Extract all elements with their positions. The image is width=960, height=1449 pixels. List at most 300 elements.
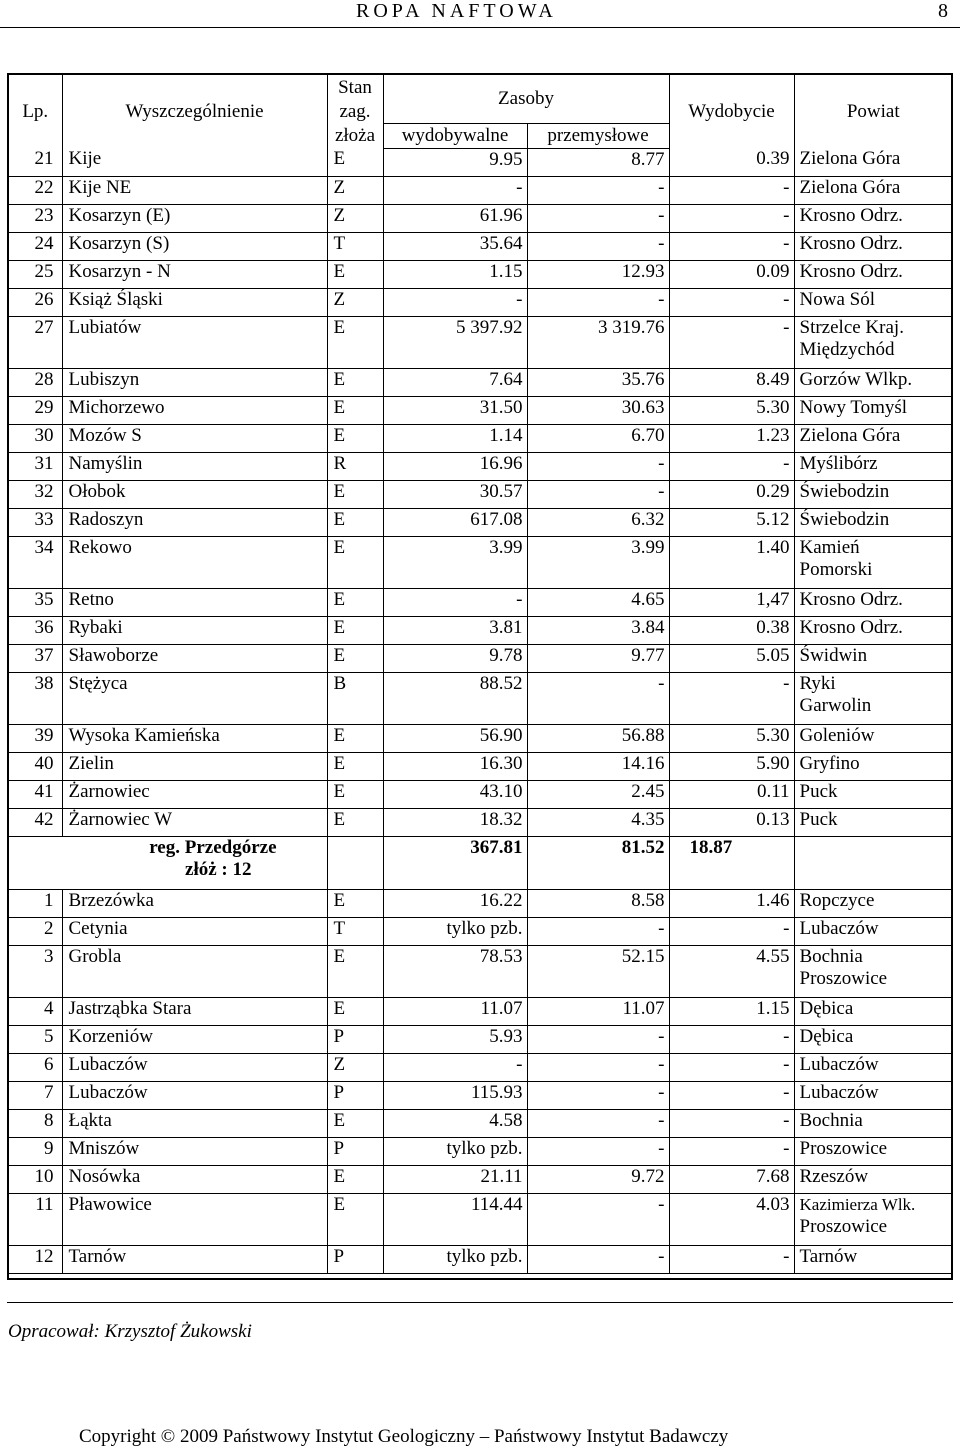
field-name: Kosarzyn (S) [62,232,327,260]
industrial-value: 6.32 [527,508,669,536]
field-name: Mniszów [62,1137,327,1165]
industrial-value: 30.63 [527,396,669,424]
column-header-county: Powiat [794,75,952,148]
county-name: Goleniów [799,724,875,746]
table-row [9,452,952,480]
county-cell [794,480,952,508]
recoverable-value: 88.52 [383,672,527,724]
column-header-reserves: Zasoby [383,75,669,123]
status-header-line: Stan [338,76,372,98]
county-name: Rzeszów [799,1165,869,1187]
field-name: Korzeniów [62,1025,327,1053]
county-cell [794,752,952,780]
field-name: Książ Śląski [62,288,327,316]
county-cell [794,536,952,588]
field-name: Zielin [62,752,327,780]
row-number: 36 [9,616,62,644]
production-value: - [669,1081,794,1109]
row-number: 37 [9,644,62,672]
table-body-region-b [9,889,952,1273]
table-body-region-a [9,148,952,836]
production-value: - [669,1245,794,1273]
table-row [9,752,952,780]
industrial-value: - [527,1053,669,1081]
field-name: Cetynia [62,917,327,945]
column-header-industrial: przemysłowe [527,123,669,148]
table-row [9,536,952,588]
production-value: - [669,316,794,368]
production-value: 1.46 [669,889,794,917]
industrial-value: 56.88 [527,724,669,752]
county-cell [794,204,952,232]
field-status: Z [327,204,383,232]
industrial-value: 11.07 [527,997,669,1025]
row-number: 33 [9,508,62,536]
row-number: 6 [9,1053,62,1081]
field-status: Z [327,1053,383,1081]
recoverable-value: tylko pzb. [383,917,527,945]
industrial-value: - [527,288,669,316]
county-name: Świdwin [799,644,868,666]
row-number: 21 [9,148,62,176]
field-status: E [327,396,383,424]
county-cell [794,232,952,260]
summary-recoverable: 367.81 [383,836,527,889]
field-name: Żarnowiec W [62,808,327,836]
bottom-divider [7,1302,953,1303]
production-value: - [669,232,794,260]
county-name: Puck [799,780,838,802]
county-cell [794,1109,952,1137]
copyright-footer: Copyright © 2009 Państwowy Instytut Geologiczny – Państwowy Instytut Badawczy [79,1426,729,1447]
county-name: Lubaczów [799,1053,879,1075]
industrial-value: - [527,232,669,260]
industrial-value: - [527,1245,669,1273]
county-cell [794,1025,952,1053]
field-status: E [327,1109,383,1137]
county-cell [794,316,952,368]
field-status: P [327,1081,383,1109]
county-cell [794,368,952,396]
industrial-value: 2.45 [527,780,669,808]
recoverable-value: 31.50 [383,396,527,424]
field-status: P [327,1137,383,1165]
row-number: 10 [9,1165,62,1193]
county-name: Myślibórz [799,452,878,474]
row-number: 22 [9,176,62,204]
field-status: E [327,424,383,452]
row-number: 39 [9,724,62,752]
production-value: 0.09 [669,260,794,288]
industrial-value: 4.35 [527,808,669,836]
production-value: - [669,1025,794,1053]
field-name: Kije NE [62,176,327,204]
county-name: Garwolin [799,694,872,716]
summary-label-line: reg. Przedgórze [149,836,277,858]
field-name: Rybaki [62,616,327,644]
table-row [9,1025,952,1053]
production-value: - [669,917,794,945]
production-value: 5.30 [669,724,794,752]
table-row [9,288,952,316]
field-status: E [327,808,383,836]
table-row [9,1109,952,1137]
county-name: Puck [799,808,838,830]
row-number: 42 [9,808,62,836]
industrial-value: - [527,1193,669,1245]
industrial-value: - [527,917,669,945]
table-row [9,588,952,616]
county-name: Proszowice [799,967,888,989]
county-name: Lubaczów [799,917,879,939]
production-value: 7.68 [669,1165,794,1193]
row-number: 12 [9,1245,62,1273]
summary-industrial: 81.52 [527,836,669,889]
field-name: Łąkta [62,1109,327,1137]
county-cell [794,1053,952,1081]
county-name: Gorzów Wlkp. [799,368,913,390]
summary-status [327,836,383,889]
county-name: Zielona Góra [799,176,901,198]
table-row [9,644,952,672]
industrial-value: 12.93 [527,260,669,288]
recoverable-value: - [383,588,527,616]
county-cell [794,644,952,672]
county-cell [794,1165,952,1193]
industrial-value: 4.65 [527,588,669,616]
summary-body [9,836,952,889]
county-cell [794,260,952,288]
row-number: 34 [9,536,62,588]
field-name: Brzezówka [62,889,327,917]
field-name: Mozów S [62,424,327,452]
recoverable-value: 61.96 [383,204,527,232]
county-name: Krosno Odrz. [799,616,903,638]
row-number: 11 [9,1193,62,1245]
recoverable-value: 30.57 [383,480,527,508]
row-number: 28 [9,368,62,396]
production-value: 0.39 [669,148,794,176]
row-number: 41 [9,780,62,808]
industrial-value: - [527,176,669,204]
production-value: 0.13 [669,808,794,836]
field-name: Żarnowiec [62,780,327,808]
table-row [9,424,952,452]
recoverable-value: 35.64 [383,232,527,260]
field-name: Jastrząbka Stara [62,997,327,1025]
industrial-value: - [527,204,669,232]
row-number: 32 [9,480,62,508]
field-status: E [327,260,383,288]
county-name: Pomorski [799,558,873,580]
field-status: P [327,1245,383,1273]
production-value: - [669,288,794,316]
row-number: 1 [9,889,62,917]
table-row [9,176,952,204]
county-cell [794,588,952,616]
table-row [9,232,952,260]
field-status: P [327,1025,383,1053]
county-name: Proszowice [799,1137,888,1159]
field-name: Kosarzyn (E) [62,204,327,232]
production-value: - [669,672,794,724]
industrial-value: - [527,1025,669,1053]
table-row [9,1137,952,1165]
county-name: Kamień [799,536,860,558]
recoverable-value: - [383,288,527,316]
production-value: - [669,452,794,480]
county-name: Kazimierza Wlk. [799,1194,916,1214]
table-row [9,616,952,644]
field-name: Rekowo [62,536,327,588]
production-value: 4.03 [669,1193,794,1245]
field-name: Kosarzyn - N [62,260,327,288]
county-cell [794,424,952,452]
county-cell [794,945,952,997]
summary-label-line: złóż : 12 [185,858,252,880]
row-number: 35 [9,588,62,616]
county-name: Krosno Odrz. [799,204,903,226]
county-name: Nowa Sól [799,288,875,310]
column-header-name: Wyszczególnienie [62,75,327,148]
production-value: - [669,176,794,204]
field-name: Lubiatów [62,316,327,368]
page-title: ROPA NAFTOWA [356,0,557,22]
county-cell [794,176,952,204]
county-name: Dębica [799,1025,854,1047]
county-cell [794,724,952,752]
row-number: 3 [9,945,62,997]
county-name: Tarnów [799,1245,858,1267]
recoverable-value: 617.08 [383,508,527,536]
page-header [0,0,960,30]
county-name: Krosno Odrz. [799,588,903,610]
recoverable-value: 114.44 [383,1193,527,1245]
production-value: 0.38 [669,616,794,644]
industrial-value: 3.84 [527,616,669,644]
row-number: 2 [9,917,62,945]
recoverable-value: 43.10 [383,780,527,808]
author-credit: Opracował: Krzysztof Żukowski [8,1321,252,1342]
production-value: - [669,1053,794,1081]
row-number: 30 [9,424,62,452]
industrial-value: 9.72 [527,1165,669,1193]
field-status: Z [327,176,383,204]
field-name: Radoszyn [62,508,327,536]
table-row [9,508,952,536]
production-value: 1.15 [669,997,794,1025]
county-cell [794,808,952,836]
table-row [9,1053,952,1081]
production-value: 1,47 [669,588,794,616]
row-number: 31 [9,452,62,480]
county-cell [794,1193,952,1245]
recoverable-value: 9.95 [383,148,527,176]
table-row [9,260,952,288]
row-number: 8 [9,1109,62,1137]
county-name: Międzychód [799,338,895,360]
recoverable-value: 5 397.92 [383,316,527,368]
summary-label [9,836,327,889]
field-name: Pławowice [62,1193,327,1245]
oil-fields-table [9,75,952,1274]
field-name: Lubaczów [62,1081,327,1109]
production-value: - [669,204,794,232]
table-row [9,1245,952,1273]
county-name: Świebodzin [799,480,890,502]
production-value: 5.12 [669,508,794,536]
production-value: 5.05 [669,644,794,672]
county-cell [794,396,952,424]
field-status: E [327,148,383,176]
row-number: 4 [9,997,62,1025]
county-cell [794,508,952,536]
field-status: T [327,232,383,260]
county-cell [794,889,952,917]
row-number: 5 [9,1025,62,1053]
field-status: E [327,644,383,672]
county-name: Zielona Góra [799,148,901,169]
row-number: 29 [9,396,62,424]
industrial-value: - [527,1081,669,1109]
table-row [9,1165,952,1193]
county-cell [794,1081,952,1109]
field-status: E [327,536,383,588]
page-number: 8 [938,0,948,22]
field-status: E [327,752,383,780]
recoverable-value: 1.15 [383,260,527,288]
field-name: Sławoborze [62,644,327,672]
summary-row [9,836,952,889]
table-row [9,148,952,176]
production-value: 1.40 [669,536,794,588]
industrial-value: 3 319.76 [527,316,669,368]
field-status: E [327,1165,383,1193]
production-value: 5.30 [669,396,794,424]
recoverable-value: 16.22 [383,889,527,917]
field-name: Retno [62,588,327,616]
table-row [9,396,952,424]
county-name: Dębica [799,997,854,1019]
recoverable-value: - [383,1053,527,1081]
recoverable-value: tylko pzb. [383,1137,527,1165]
production-value: 0.11 [669,780,794,808]
county-name: Zielona Góra [799,424,901,446]
industrial-value: 6.70 [527,424,669,452]
field-name: Michorzewo [62,396,327,424]
column-header-production: Wydobycie [669,75,794,148]
county-name: Nowy Tomyśl [799,396,908,418]
county-cell [794,1137,952,1165]
production-value: 4.55 [669,945,794,997]
recoverable-value: - [383,176,527,204]
row-number: 38 [9,672,62,724]
field-name: Lubaczów [62,1053,327,1081]
recoverable-value: 9.78 [383,644,527,672]
column-header-status [327,75,383,148]
table-row [9,480,952,508]
field-status: E [327,316,383,368]
table-row [9,724,952,752]
field-name: Stężyca [62,672,327,724]
county-cell [794,780,952,808]
recoverable-value: 56.90 [383,724,527,752]
field-status: E [327,1193,383,1245]
summary-county [794,836,952,889]
industrial-value: 3.99 [527,536,669,588]
county-name: Strzelce Kraj. [799,316,904,338]
row-number: 7 [9,1081,62,1109]
row-number: 27 [9,316,62,368]
recoverable-value: 18.32 [383,808,527,836]
industrial-value: - [527,480,669,508]
county-cell [794,148,952,176]
row-number: 23 [9,204,62,232]
table-row [9,889,952,917]
table-row [9,808,952,836]
column-header-recoverable: wydobywalne [383,123,527,148]
industrial-value: - [527,1137,669,1165]
field-status: R [327,452,383,480]
county-name: Świebodzin [799,508,890,530]
recoverable-value: 16.30 [383,752,527,780]
column-header-lp: Lp. [22,100,49,122]
industrial-value: - [527,1109,669,1137]
table-row [9,945,952,997]
production-value: 5.90 [669,752,794,780]
table-row [9,672,952,724]
field-status: E [327,997,383,1025]
field-status: E [327,724,383,752]
field-status: E [327,889,383,917]
table-row [9,368,952,396]
county-cell [794,1245,952,1273]
county-cell [794,452,952,480]
table-row [9,780,952,808]
recoverable-value: 78.53 [383,945,527,997]
industrial-value: 52.15 [527,945,669,997]
production-value: - [669,1137,794,1165]
recoverable-value: 5.93 [383,1025,527,1053]
county-name: Ryki [799,672,836,694]
recoverable-value: 1.14 [383,424,527,452]
recoverable-value: 11.07 [383,997,527,1025]
table-row [9,997,952,1025]
industrial-value: 8.58 [527,889,669,917]
recoverable-value: 115.93 [383,1081,527,1109]
recoverable-value: 3.81 [383,616,527,644]
recoverable-value: 16.96 [383,452,527,480]
recoverable-value: 4.58 [383,1109,527,1137]
field-status: E [327,588,383,616]
status-header-line: złoża [334,124,376,146]
county-cell [794,672,952,724]
industrial-value: 8.77 [527,148,669,176]
field-status: E [327,780,383,808]
county-cell [794,616,952,644]
production-value: 1.23 [669,424,794,452]
table-row [9,1193,952,1245]
table-row [9,917,952,945]
summary-production: 18.87 [669,836,794,889]
field-name: Namyślin [62,452,327,480]
field-status: T [327,917,383,945]
field-status: E [327,945,383,997]
field-status: E [327,616,383,644]
field-status: E [327,508,383,536]
row-number: 40 [9,752,62,780]
recoverable-value: 21.11 [383,1165,527,1193]
